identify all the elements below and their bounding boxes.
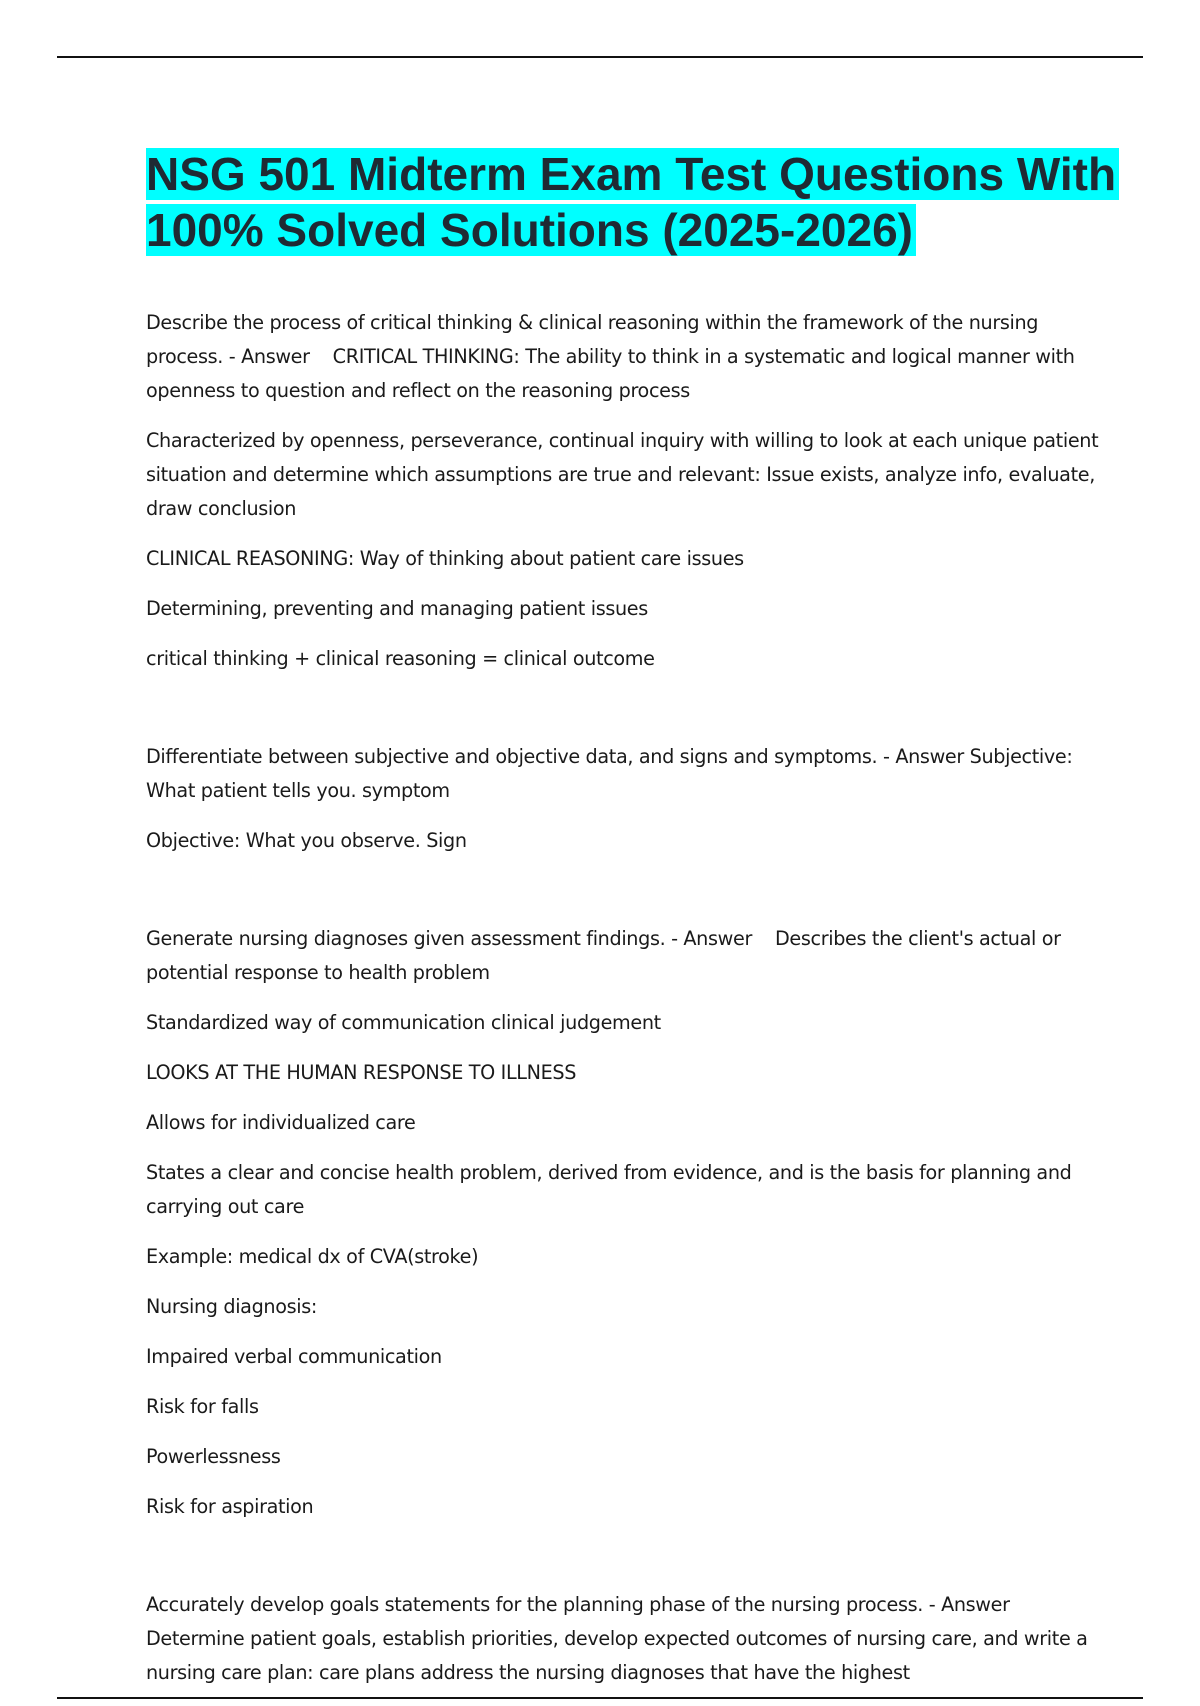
paragraph: Impaired verbal communication [146,1345,442,1368]
paragraph: Generate nursing diagnoses given assessment findings. - Answer Describes the client's actual or potential response to health problem [146,927,1067,984]
document-body [146,306,1101,1706]
paragraph: Allows for individualized care [146,1111,416,1134]
section-gap [146,1540,1101,1588]
paragraph: Risk for falls [146,1395,259,1418]
paragraph: Objective: What you observe. Sign [146,829,467,852]
paragraph: Characterized by openness, perseverance, continual inquiry with willing to look at each unique patient situation and determine which assumptions are true and relevant: Issue exists, analyze info, evaluate, draw conclusion [146,429,1099,520]
paragraph: CLINICAL REASONING: Way of thinking about patient care issues [146,547,744,570]
paragraph: Determining, preventing and managing patient issues [146,597,648,620]
paragraph: States a clear and concise health problem, derived from evidence, and is the basis for planning and carrying out care [146,1161,1072,1218]
document-title [146,146,1156,258]
paragraph: Differentiate between subjective and objective data, and signs and symptoms. - Answer Subjective: What patient tells you. symptom [146,745,1073,802]
paragraph: Standardized way of communication clinical judgement [146,1011,661,1034]
section-gap [146,874,1101,922]
paragraph: Describe the process of critical thinking & clinical reasoning within the framework of the nursing process. - Answer CRITICAL THINKING: The ability to think in a systematic and logical manner with openness to question and reflect on the reasoning process [146,311,1081,402]
paragraph: critical thinking + clinical reasoning = clinical outcome [146,647,655,670]
title-highlight: NSG 501 Midterm Exam Test Questions With 100% Solved Solutions (2025-2026) [146,148,1119,256]
paragraph: Accurately develop goals statements for the planning phase of the nursing process. - Answer Determine patient goals, establish priorities, develop expected outcomes of nursing care, and write a nursing care plan: care plans address the nursing diagnoses that have the highest [146,1593,1088,1684]
paragraph: Nursing diagnosis: [146,1295,318,1318]
bottom-divider [57,1697,1143,1699]
paragraph: Example: medical dx of CVA(stroke) [146,1245,479,1268]
section-gap [146,692,1101,740]
paragraph: LOOKS AT THE HUMAN RESPONSE TO ILLNESS [146,1061,577,1084]
top-divider [57,56,1143,58]
paragraph: Powerlessness [146,1445,281,1468]
paragraph: Risk for aspiration [146,1495,314,1518]
